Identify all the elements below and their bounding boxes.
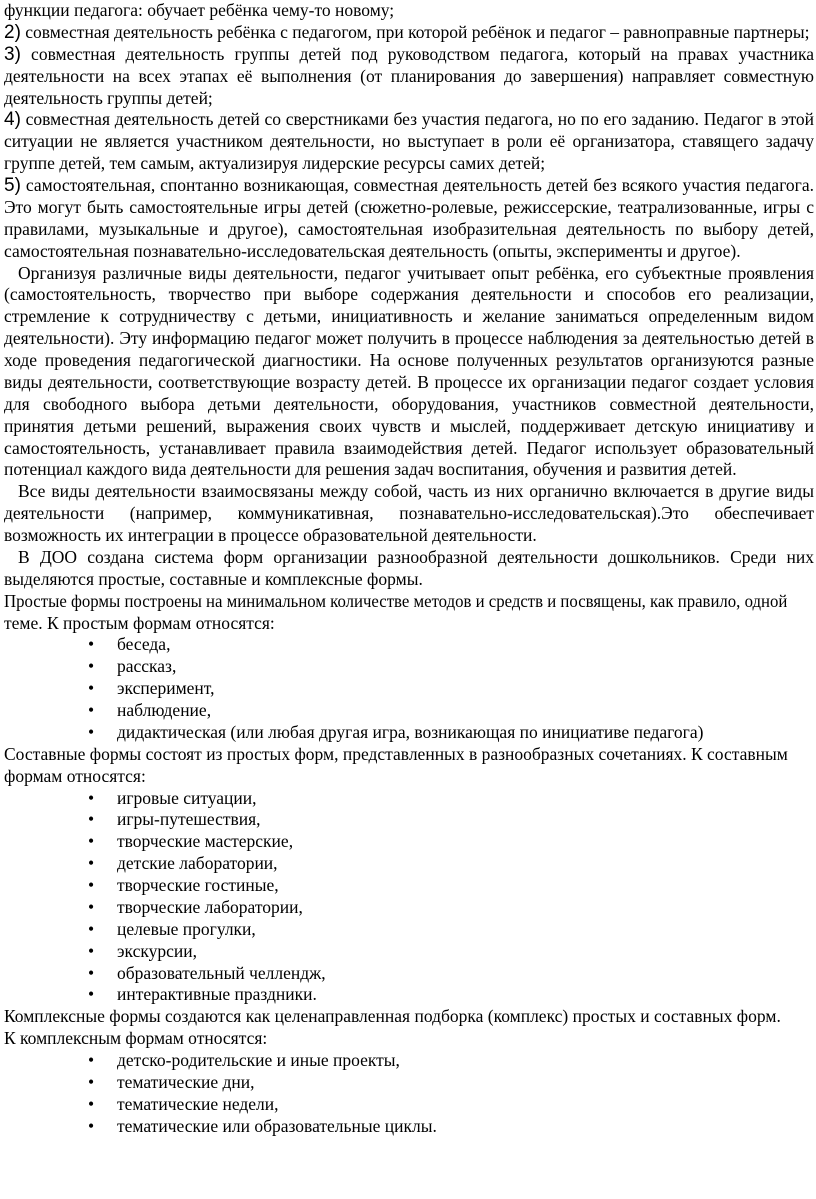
list-item: • целевые прогулки, — [88, 918, 256, 939]
list-item: • творческие лаборатории, — [88, 896, 303, 917]
bullet-icon: • — [88, 721, 95, 742]
list-item: • детские лаборатории, — [88, 853, 278, 874]
paragraph-forms-system: В ДОО создана система форм организации разнообразной деятельности дошкольников. Среди них выделяются простые, составные и комплексные формы. — [4, 546, 814, 589]
list-item: • детско-родительские и иные проекты, — [88, 1050, 400, 1070]
complex-forms-lead-line2: К комплексным формам относятся: — [4, 1028, 268, 1049]
simple-forms-lead-line1: Простые формы построены на минимальном количестве методов и средств и посвящены, как правило, одной — [4, 590, 788, 611]
bullet-icon: • — [88, 896, 95, 917]
bullet-icon: • — [88, 831, 95, 852]
composite-forms-list — [4, 788, 814, 1007]
item-number: 5) — [4, 175, 21, 196]
list-item: • беседа, — [88, 634, 171, 655]
list-item: • рассказ, — [88, 656, 177, 677]
composite-forms-lead — [4, 744, 814, 766]
bullet-icon: • — [88, 918, 95, 939]
list-item: • дидактическая (или любая другая игра, возникающая по инициативе педагога) — [88, 721, 704, 742]
bullet-icon: • — [88, 1050, 95, 1070]
bullet-icon: • — [88, 962, 95, 983]
list-item-2 — [4, 22, 814, 44]
composite-forms-lead-line2: формам относятся: — [4, 765, 146, 786]
item-number: 4) — [4, 109, 21, 131]
bullet-icon: • — [88, 853, 95, 874]
item-text: совместная деятельность детей со сверстниками без участия педагога, но по его заданию. Педагог в этой ситуации не является участником деятельности, но выступает в роли её организатора, ставящего задачу группе детей, тем самым, актуализируя лидерские ресурсы самих детей; — [4, 109, 814, 174]
bullet-icon: • — [88, 984, 95, 1005]
paragraph-activities: Организуя различные виды деятельности, педагог учитывает опыт ребёнка, его субъектные проявления (самостоятельность, творчество при выборе содержания деятельности и способов его реализации, стремление к сотрудничеству с детьми, инициативность и желание заниматься определенным видом деятельности). Эту информацию педагог может получить в процессе наблюдения за деятельностью детей в ходе проведения педагогической диагностики. На основе полученных результатов организуются разные виды деятельности, соответствующие возрасту детей. В процессе их организации педагог создает условия для свободного выбора детьми деятельности, оборудования, участников совместной деятельности, принятия детьми решений, выражения своих чувств и мыслей, поддерживает детскую инициативу и самостоятельность, устанавливает правила взаимодействия детей. Педагог использует образовательный потенциал каждого вида деятельности для решения задач воспитания, обучения и развития детей. — [4, 262, 814, 480]
bullet-icon: • — [88, 700, 95, 720]
bullet-icon: • — [88, 1115, 95, 1136]
bullet-icon: • — [88, 809, 95, 830]
list-item: • творческие гостиные, — [88, 875, 279, 895]
list-item: • наблюдение, — [88, 700, 212, 720]
list-item: • творческие мастерские, — [88, 831, 294, 852]
item-number: 3) — [4, 43, 21, 65]
list-item: • тематические недели, — [88, 1093, 279, 1114]
item-number: 2) — [4, 21, 21, 43]
bullet-icon: • — [88, 1093, 95, 1114]
list-item-5 — [4, 175, 814, 263]
complex-forms-lead-line1: Комплексные формы создаются как целенаправленная подборка (комплекс) простых и составных форм. — [4, 1006, 781, 1027]
simple-forms-lead-line2: теме. К простым формам относятся: — [4, 612, 275, 633]
list-item: • тематические дни, — [88, 1071, 255, 1092]
bullet-icon: • — [88, 875, 95, 895]
item-text: совместная деятельность ребёнка с педагогом, при которой ребёнок и педагог – равноправные партнеры; — [25, 21, 810, 42]
simple-forms-list — [4, 634, 814, 743]
complex-forms-list — [4, 1050, 814, 1138]
list-item: • тематические или образовательные циклы. — [88, 1115, 437, 1136]
list-item: • игровые ситуации, — [88, 787, 257, 808]
paragraph-interrelation: Все виды деятельности взаимосвязаны между собой, часть из них органично включается в другие виды деятельности (например, коммуникативная, познавательно-исследовательская).Это обеспечивает возможность их интеграции в процессе образовательной деятельности. — [4, 481, 814, 545]
bullet-icon: • — [88, 634, 95, 655]
bullet-icon: • — [88, 656, 95, 677]
item-text: самостоятельная, спонтанно возникающая, совместная деятельность детей без всякого участия педагога. Это могут быть самостоятельные игры детей (сюжетно-ролевые, режиссерские, театрализованные, игры с правилами, музыкальные и другое), самостоятельная изобразительная деятельность по выбору детей, самостоятельная познавательно-исследовательская деятельность (опыты, эксперименты и другое). — [4, 175, 815, 261]
bullet-icon: • — [88, 787, 95, 808]
bullet-icon: • — [88, 1071, 95, 1092]
composite-forms-lead-line1: Составные формы состоят из простых форм, представленных в разнообразных сочетаниях. К составным — [4, 743, 788, 764]
list-item: • экскурсии, — [88, 940, 197, 961]
numbered-list — [4, 22, 814, 263]
list-item: • игры-путешествия, — [88, 809, 261, 830]
bullet-icon: • — [88, 940, 95, 961]
list-item: • образовательный челлендж, — [88, 962, 326, 983]
intro-line: функции педагога: обучает ребёнка чему-то новому; — [4, 0, 395, 20]
bullet-icon: • — [88, 678, 95, 699]
list-item: • эксперимент, — [88, 678, 215, 699]
list-item-4 — [4, 109, 814, 175]
complex-forms-lead — [4, 1006, 814, 1028]
list-item: • интерактивные праздники. — [88, 984, 317, 1005]
list-item-3 — [4, 44, 814, 110]
simple-forms-lead — [4, 591, 814, 613]
item-text: совместная деятельность группы детей под руководством педагога, который на правах участника деятельности на всех этапах её выполнения (от планирования до завершения) направляет совместную деятельность группы детей; — [4, 43, 815, 108]
